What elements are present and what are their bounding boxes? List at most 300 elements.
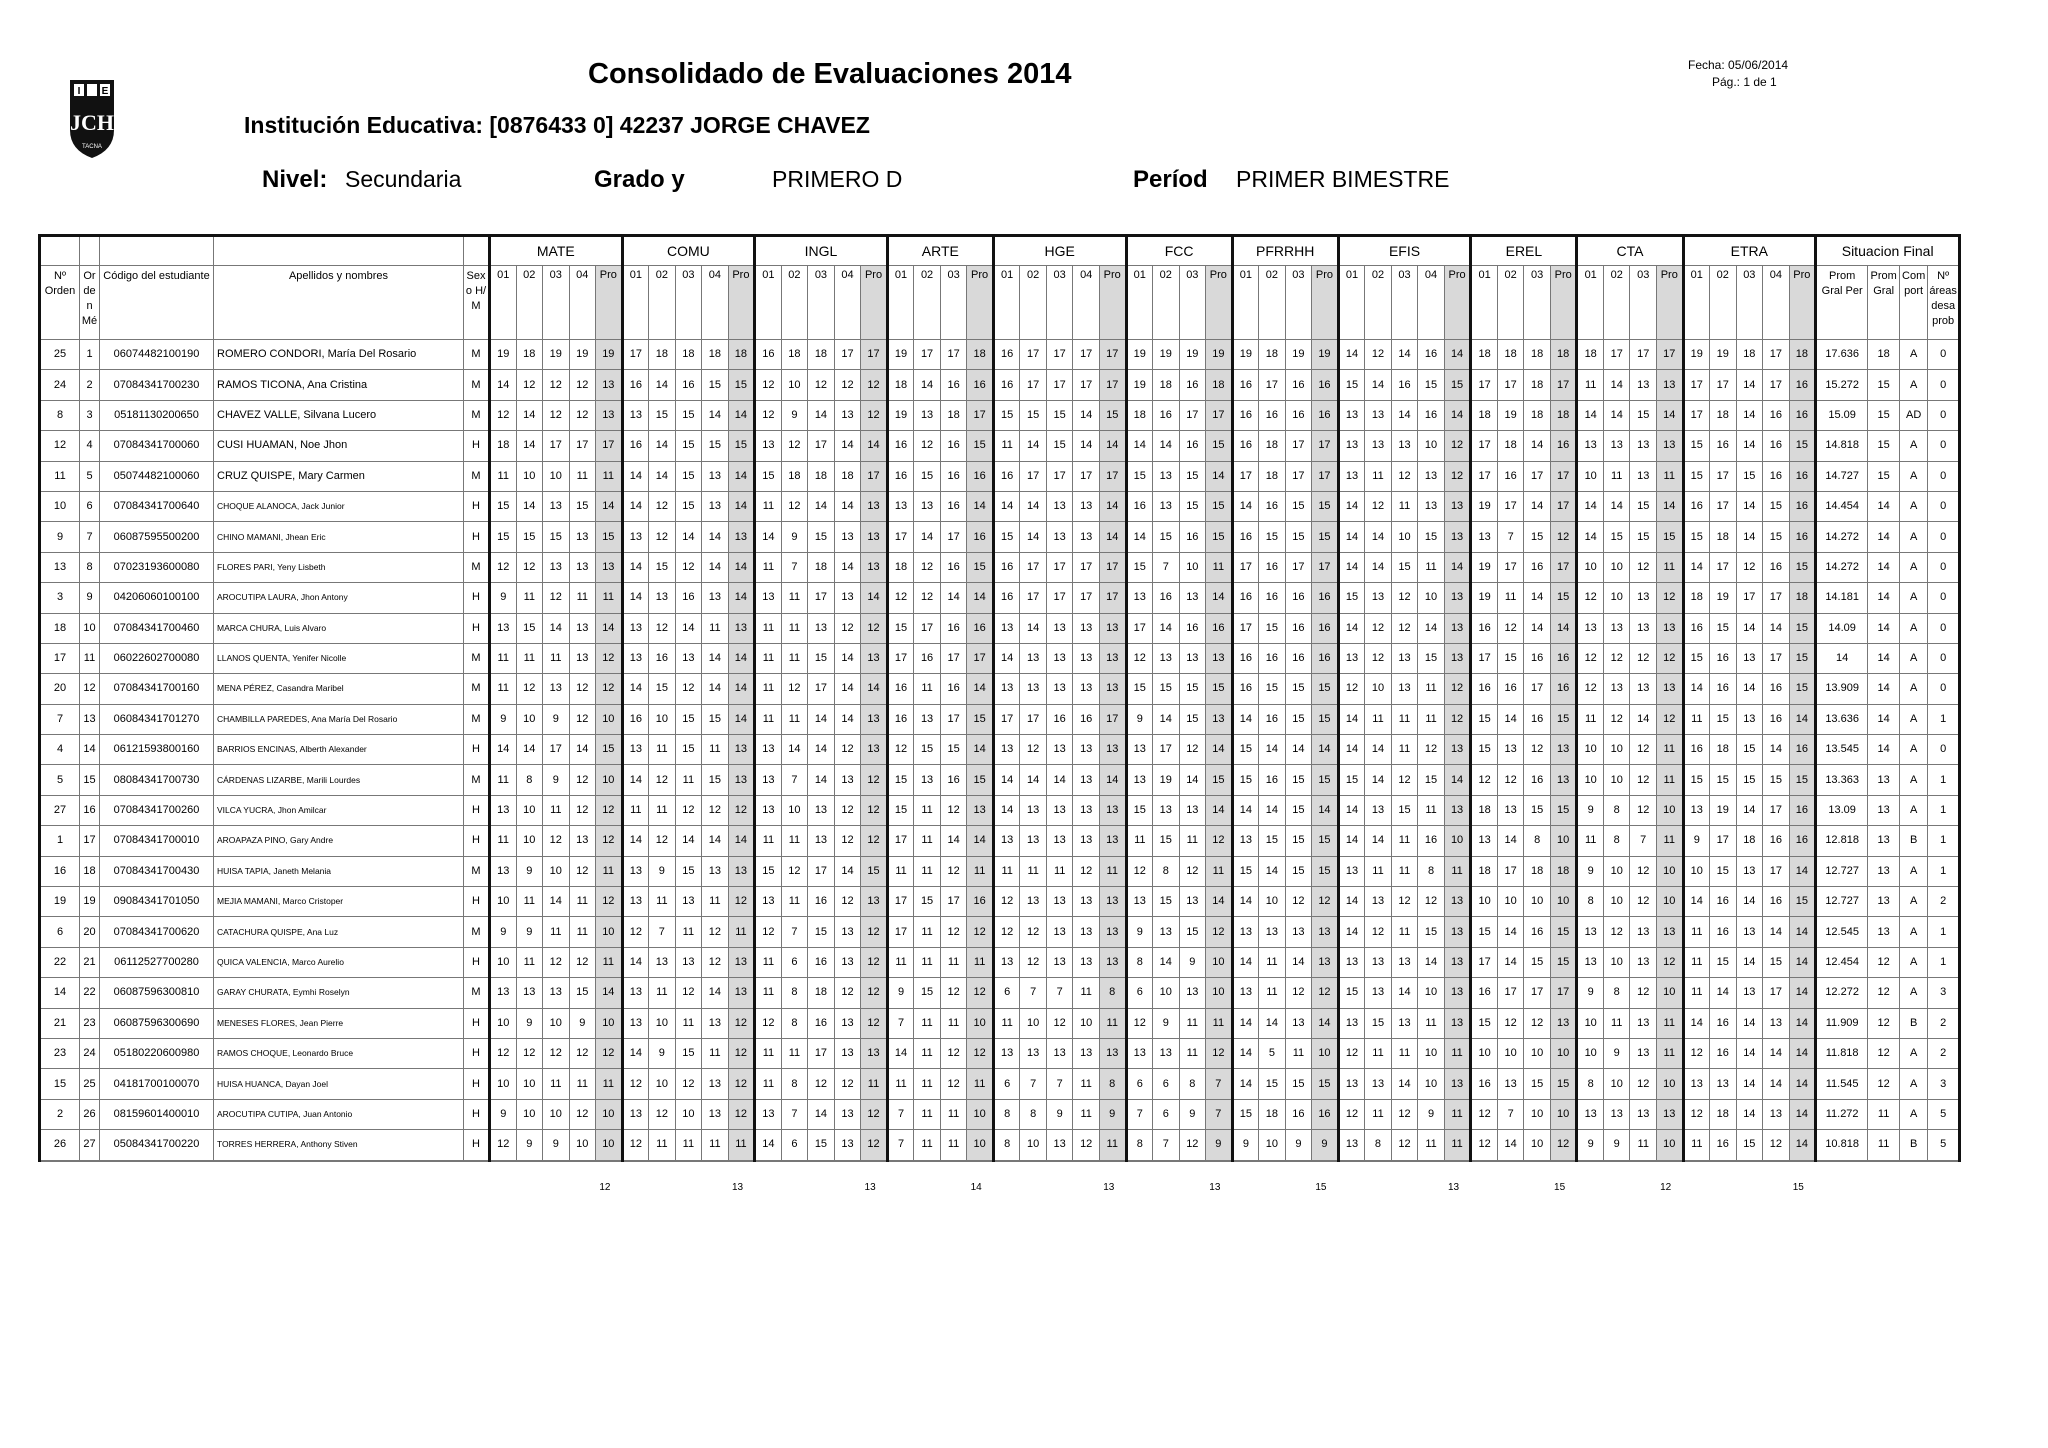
col-header-etra-pro: Pro [1789, 266, 1816, 340]
cell-grade-fcc-01: 13 [1126, 735, 1153, 765]
cell-grade-comu-pro: 14 [728, 400, 755, 430]
cell-grade-comu-01: 14 [622, 583, 649, 613]
cell-grade-etra-04: 16 [1763, 461, 1790, 491]
cell-grade-ingl-03: 15 [808, 1130, 835, 1161]
cell-grade-hge-04: 13 [1073, 674, 1100, 704]
cell-grade-mate-02: 11 [516, 887, 543, 917]
cell-grade-comu-03: 13 [675, 643, 702, 673]
cell-grade-comu-04: 12 [702, 917, 729, 947]
cell-final-2: A [1900, 856, 1928, 886]
cell-grade-ingl-03: 15 [808, 522, 835, 552]
cell-grade-ingl-pro: 17 [861, 461, 888, 491]
cell-final-2: A [1900, 674, 1928, 704]
cell-grade-hge-04: 10 [1073, 1008, 1100, 1038]
cell-grade-erel-02: 15 [1497, 643, 1524, 673]
cell-grade-arte-03: 16 [940, 431, 967, 461]
cell-grade-erel-02: 18 [1497, 431, 1524, 461]
cell-grade-cta-pro: 12 [1656, 643, 1683, 673]
cell-codigo: 04181700100070 [100, 1069, 214, 1099]
cell-grade-erel-03: 8 [1524, 826, 1551, 856]
cell-sexo: M [464, 765, 490, 795]
cell-grade-hge-02: 17 [1020, 704, 1047, 734]
cell-grade-arte-01: 12 [887, 735, 914, 765]
cell-final-0: 13.09 [1816, 795, 1868, 825]
cell-grade-etra-01: 14 [1683, 674, 1710, 704]
cell-codigo: 07084341700640 [100, 491, 214, 521]
cell-grade-cta-02: 8 [1603, 826, 1630, 856]
col-header-erel-01: 01 [1471, 266, 1498, 340]
cell-final-2: A [1900, 795, 1928, 825]
cell-grade-ingl-02: 6 [781, 1130, 808, 1161]
cell-grade-mate-pro: 14 [596, 613, 623, 643]
col-header-comu-02: 02 [649, 266, 676, 340]
cell-grade-etra-04: 16 [1763, 887, 1790, 917]
cell-orden: 13 [40, 552, 80, 582]
cell-grade-pfrrhh-pro: 17 [1312, 552, 1339, 582]
cell-grade-comu-pro: 14 [728, 643, 755, 673]
cell-grade-fcc-01: 9 [1126, 704, 1153, 734]
cell-grade-comu-01: 14 [622, 674, 649, 704]
cell-grade-hge-04: 13 [1073, 947, 1100, 977]
cell-grade-comu-03: 13 [675, 947, 702, 977]
cell-grade-etra-04: 17 [1763, 795, 1790, 825]
cell-grade-etra-02: 18 [1710, 1099, 1737, 1129]
cell-grade-mate-01: 13 [490, 613, 517, 643]
cell-orden-merito: 21 [80, 947, 100, 977]
col-header-mate-04: 04 [569, 266, 596, 340]
cell-grade-pfrrhh-02: 18 [1259, 340, 1286, 370]
cell-grade-mate-04: 13 [569, 552, 596, 582]
cell-grade-erel-03: 18 [1524, 370, 1551, 400]
cell-student-name: CUSI HUAMAN, Noe Jhon [214, 431, 464, 461]
cell-grade-hge-01: 8 [993, 1130, 1020, 1161]
cell-orden-merito: 22 [80, 978, 100, 1008]
cell-grade-efis-01: 13 [1338, 461, 1365, 491]
cell-grade-erel-03: 15 [1524, 947, 1551, 977]
cell-grade-mate-pro: 13 [596, 370, 623, 400]
cell-grade-pfrrhh-pro: 16 [1312, 613, 1339, 643]
cell-grade-erel-pro: 13 [1550, 735, 1577, 765]
cell-grade-etra-pro: 15 [1789, 887, 1816, 917]
cell-grade-ingl-02: 9 [781, 522, 808, 552]
institution-name: Institución Educativa: [0876433 0] 42237 JORGE CHAVEZ [244, 112, 870, 138]
cell-grade-cta-03: 13 [1630, 917, 1657, 947]
cell-grade-etra-04: 16 [1763, 674, 1790, 704]
subject-average-arte: 14 [970, 1182, 982, 1193]
cell-grade-arte-02: 13 [914, 704, 941, 734]
cell-final-3: 5 [1928, 1130, 1960, 1161]
cell-grade-arte-pro: 15 [967, 704, 994, 734]
cell-grade-mate-pro: 11 [596, 856, 623, 886]
cell-grade-etra-01: 17 [1683, 370, 1710, 400]
cell-grade-comu-01: 14 [622, 826, 649, 856]
cell-grade-cta-pro: 10 [1656, 795, 1683, 825]
cell-grade-erel-01: 19 [1471, 491, 1498, 521]
cell-grade-comu-02: 14 [649, 461, 676, 491]
cell-grade-hge-01: 6 [993, 978, 1020, 1008]
cell-grade-fcc-02: 6 [1153, 1069, 1180, 1099]
cell-grade-etra-01: 18 [1683, 583, 1710, 613]
col-header-comu-pro: Pro [728, 266, 755, 340]
cell-grade-ingl-04: 14 [834, 552, 861, 582]
cell-grade-fcc-03: 13 [1179, 978, 1206, 1008]
cell-grade-pfrrhh-pro: 16 [1312, 583, 1339, 613]
cell-grade-etra-pro: 14 [1789, 856, 1816, 886]
cell-student-name: HUISA TAPIA, Janeth Melania [214, 856, 464, 886]
cell-grade-etra-03: 13 [1736, 978, 1763, 1008]
cell-final-0: 13.545 [1816, 735, 1868, 765]
cell-codigo: 07084341700620 [100, 917, 214, 947]
cell-grade-pfrrhh-03: 15 [1285, 522, 1312, 552]
cell-grade-efis-02: 14 [1365, 826, 1392, 856]
cell-sexo: M [464, 400, 490, 430]
col-header-fcc-03: 03 [1179, 266, 1206, 340]
cell-grade-fcc-pro: 11 [1206, 856, 1233, 886]
cell-final-1: 14 [1868, 674, 1900, 704]
cell-grade-etra-01: 14 [1683, 552, 1710, 582]
cell-grade-mate-pro: 11 [596, 461, 623, 491]
cell-grade-comu-pro: 15 [728, 370, 755, 400]
cell-grade-fcc-01: 13 [1126, 887, 1153, 917]
cell-final-0: 12.727 [1816, 887, 1868, 917]
cell-grade-fcc-02: 9 [1153, 1008, 1180, 1038]
cell-grade-hge-pro: 13 [1099, 947, 1126, 977]
cell-grade-etra-04: 14 [1763, 917, 1790, 947]
cell-final-1: 15 [1868, 461, 1900, 491]
cell-grade-cta-pro: 12 [1656, 947, 1683, 977]
cell-grade-comu-02: 14 [649, 370, 676, 400]
cell-grade-comu-pro: 13 [728, 947, 755, 977]
cell-final-1: 18 [1868, 340, 1900, 370]
student-row [40, 613, 1960, 643]
cell-grade-hge-03: 13 [1046, 1130, 1073, 1161]
cell-grade-arte-03: 11 [940, 1099, 967, 1129]
cell-grade-mate-03: 19 [543, 340, 570, 370]
cell-grade-erel-pro: 15 [1550, 583, 1577, 613]
cell-grade-arte-03: 16 [940, 552, 967, 582]
cell-grade-comu-02: 11 [649, 1130, 676, 1161]
cell-grade-ingl-02: 11 [781, 887, 808, 917]
cell-final-2: A [1900, 947, 1928, 977]
cell-grade-mate-02: 13 [516, 978, 543, 1008]
report-date: Fecha: 05/06/2014 [1688, 58, 1789, 72]
cell-orden: 23 [40, 1038, 80, 1068]
cell-grade-erel-pro: 13 [1550, 765, 1577, 795]
cell-grade-pfrrhh-03: 15 [1285, 765, 1312, 795]
cell-grade-mate-03: 14 [543, 613, 570, 643]
cell-grade-comu-01: 11 [622, 795, 649, 825]
cell-grade-fcc-pro: 14 [1206, 583, 1233, 613]
cell-grade-comu-02: 12 [649, 765, 676, 795]
cell-grade-hge-03: 13 [1046, 795, 1073, 825]
cell-student-name: RAMOS TICONA, Ana Cristina [214, 370, 464, 400]
cell-grade-ingl-pro: 12 [861, 947, 888, 977]
cell-grade-etra-02: 16 [1710, 1038, 1737, 1068]
cell-codigo: 06112527700280 [100, 947, 214, 977]
cell-grade-pfrrhh-pro: 17 [1312, 431, 1339, 461]
cell-grade-comu-04: 14 [702, 552, 729, 582]
cell-grade-hge-01: 16 [993, 461, 1020, 491]
cell-final-1: 15 [1868, 431, 1900, 461]
cell-grade-erel-03: 16 [1524, 552, 1551, 582]
cell-final-2: A [1900, 735, 1928, 765]
cell-grade-efis-04: 10 [1418, 1038, 1445, 1068]
cell-grade-comu-pro: 13 [728, 765, 755, 795]
cell-grade-pfrrhh-03: 15 [1285, 826, 1312, 856]
cell-grade-comu-04: 11 [702, 1130, 729, 1161]
cell-grade-mate-01: 10 [490, 1008, 517, 1038]
cell-grade-ingl-02: 6 [781, 947, 808, 977]
cell-grade-comu-01: 13 [622, 978, 649, 1008]
col-header-ingl-03: 03 [808, 266, 835, 340]
cell-grade-erel-03: 16 [1524, 704, 1551, 734]
cell-grade-fcc-pro: 15 [1206, 491, 1233, 521]
cell-student-name: HUISA HUANCA, Dayan Joel [214, 1069, 464, 1099]
cell-grade-efis-01: 14 [1338, 491, 1365, 521]
cell-grade-pfrrhh-03: 9 [1285, 1130, 1312, 1161]
cell-grade-mate-03: 13 [543, 978, 570, 1008]
cell-grade-hge-04: 13 [1073, 613, 1100, 643]
cell-grade-pfrrhh-pro: 15 [1312, 765, 1339, 795]
cell-grade-pfrrhh-01: 16 [1232, 583, 1259, 613]
cell-grade-pfrrhh-pro: 17 [1312, 461, 1339, 491]
cell-grade-pfrrhh-pro: 15 [1312, 674, 1339, 704]
cell-grade-arte-02: 15 [914, 735, 941, 765]
cell-grade-ingl-04: 12 [834, 978, 861, 1008]
cell-grade-hge-03: 15 [1046, 431, 1073, 461]
cell-grade-cta-pro: 12 [1656, 583, 1683, 613]
cell-grade-arte-pro: 15 [967, 765, 994, 795]
cell-grade-ingl-01: 13 [755, 887, 782, 917]
col-header-cta-03: 03 [1630, 266, 1657, 340]
cell-grade-arte-03: 11 [940, 1130, 967, 1161]
cell-grade-efis-01: 15 [1338, 978, 1365, 1008]
cell-grade-efis-03: 11 [1391, 917, 1418, 947]
cell-grade-fcc-01: 16 [1126, 491, 1153, 521]
cell-grade-comu-03: 12 [675, 978, 702, 1008]
cell-grade-ingl-03: 17 [808, 583, 835, 613]
cell-grade-arte-03: 18 [940, 400, 967, 430]
col-header-final-3: Nº áreas desa prob [1928, 266, 1960, 340]
cell-grade-efis-04: 15 [1418, 917, 1445, 947]
cell-grade-ingl-04: 13 [834, 1130, 861, 1161]
cell-grade-erel-02: 16 [1497, 461, 1524, 491]
cell-grade-efis-02: 13 [1365, 400, 1392, 430]
cell-grade-efis-01: 14 [1338, 340, 1365, 370]
cell-student-name: RAMOS CHOQUE, Leonardo Bruce [214, 1038, 464, 1068]
cell-grade-ingl-04: 13 [834, 583, 861, 613]
cell-grade-erel-02: 13 [1497, 795, 1524, 825]
cell-grade-fcc-03: 12 [1179, 735, 1206, 765]
cell-grade-hge-03: 13 [1046, 735, 1073, 765]
cell-grade-hge-pro: 13 [1099, 613, 1126, 643]
cell-grade-comu-01: 13 [622, 887, 649, 917]
subject-average-erel: 15 [1554, 1182, 1566, 1193]
cell-grade-mate-pro: 11 [596, 1069, 623, 1099]
cell-grade-ingl-01: 11 [755, 1069, 782, 1099]
cell-grade-pfrrhh-01: 14 [1232, 795, 1259, 825]
cell-grade-comu-04: 14 [702, 643, 729, 673]
cell-grade-mate-01: 11 [490, 674, 517, 704]
cell-grade-erel-03: 14 [1524, 583, 1551, 613]
subject-header-hge: HGE [993, 236, 1126, 266]
cell-grade-fcc-pro: 10 [1206, 947, 1233, 977]
cell-grade-pfrrhh-03: 15 [1285, 491, 1312, 521]
cell-grade-mate-03: 9 [543, 704, 570, 734]
cell-grade-cta-03: 12 [1630, 856, 1657, 886]
cell-grade-efis-pro: 13 [1444, 583, 1471, 613]
cell-grade-erel-01: 10 [1471, 1038, 1498, 1068]
cell-grade-etra-04: 17 [1763, 340, 1790, 370]
cell-grade-efis-03: 14 [1391, 340, 1418, 370]
student-row [40, 1069, 1960, 1099]
cell-grade-comu-01: 13 [622, 856, 649, 886]
cell-grade-ingl-03: 18 [808, 978, 835, 1008]
subject-average-hge: 13 [1103, 1182, 1115, 1193]
cell-codigo: 06022602700080 [100, 643, 214, 673]
cell-grade-erel-pro: 15 [1550, 917, 1577, 947]
cell-grade-efis-pro: 13 [1444, 887, 1471, 917]
cell-grade-cta-03: 13 [1630, 1008, 1657, 1038]
cell-grade-arte-02: 11 [914, 1099, 941, 1129]
col-header-efis-pro: Pro [1444, 266, 1471, 340]
cell-grade-efis-04: 15 [1418, 522, 1445, 552]
col-header-fcc-02: 02 [1153, 266, 1180, 340]
cell-grade-efis-01: 12 [1338, 1038, 1365, 1068]
cell-grade-cta-03: 15 [1630, 400, 1657, 430]
cell-grade-hge-01: 11 [993, 431, 1020, 461]
cell-grade-fcc-02: 8 [1153, 856, 1180, 886]
cell-final-3: 0 [1928, 643, 1960, 673]
cell-grade-arte-02: 12 [914, 583, 941, 613]
cell-grade-efis-pro: 12 [1444, 431, 1471, 461]
cell-grade-hge-pro: 11 [1099, 856, 1126, 886]
cell-grade-cta-02: 14 [1603, 400, 1630, 430]
cell-grade-comu-04: 13 [702, 461, 729, 491]
cell-grade-arte-03: 11 [940, 1008, 967, 1038]
grado-value: PRIMERO D [772, 166, 903, 192]
cell-grade-cta-pro: 11 [1656, 552, 1683, 582]
subject-average-fcc: 13 [1209, 1182, 1221, 1193]
cell-grade-mate-pro: 13 [596, 400, 623, 430]
cell-grade-cta-03: 15 [1630, 522, 1657, 552]
cell-grade-hge-02: 15 [1020, 400, 1047, 430]
cell-grade-efis-01: 12 [1338, 1099, 1365, 1129]
cell-grade-erel-03: 16 [1524, 917, 1551, 947]
cell-grade-pfrrhh-pro: 10 [1312, 1038, 1339, 1068]
col-header-mate-pro: Pro [596, 266, 623, 340]
student-row [40, 704, 1960, 734]
cell-grade-ingl-02: 11 [781, 826, 808, 856]
cell-grade-etra-01: 13 [1683, 1069, 1710, 1099]
cell-grade-pfrrhh-03: 14 [1285, 947, 1312, 977]
cell-grade-cta-02: 17 [1603, 340, 1630, 370]
cell-grade-fcc-03: 9 [1179, 1099, 1206, 1129]
cell-grade-arte-pro: 16 [967, 887, 994, 917]
cell-grade-etra-04: 15 [1763, 765, 1790, 795]
cell-grade-etra-03: 15 [1736, 765, 1763, 795]
cell-grade-erel-03: 12 [1524, 735, 1551, 765]
cell-grade-cta-03: 12 [1630, 978, 1657, 1008]
cell-grade-cta-pro: 10 [1656, 887, 1683, 917]
cell-grade-erel-pro: 15 [1550, 947, 1577, 977]
cell-grade-fcc-pro: 9 [1206, 1130, 1233, 1161]
student-row [40, 522, 1960, 552]
cell-grade-etra-01: 15 [1683, 431, 1710, 461]
cell-final-1: 13 [1868, 917, 1900, 947]
cell-sexo: M [464, 552, 490, 582]
cell-grade-comu-pro: 12 [728, 1069, 755, 1099]
cell-grade-pfrrhh-02: 16 [1259, 491, 1286, 521]
cell-grade-fcc-01: 12 [1126, 1008, 1153, 1038]
cell-grade-etra-04: 16 [1763, 704, 1790, 734]
cell-grade-erel-pro: 10 [1550, 1038, 1577, 1068]
cell-grade-etra-03: 14 [1736, 370, 1763, 400]
cell-orden-merito: 19 [80, 887, 100, 917]
subject-average-ingl: 13 [864, 1182, 876, 1193]
cell-grade-etra-04: 16 [1763, 400, 1790, 430]
cell-final-0: 14 [1816, 643, 1868, 673]
cell-grade-erel-01: 16 [1471, 1069, 1498, 1099]
cell-grade-comu-04: 14 [702, 674, 729, 704]
cell-grade-efis-pro: 13 [1444, 613, 1471, 643]
cell-orden-merito: 6 [80, 491, 100, 521]
cell-grade-comu-02: 15 [649, 400, 676, 430]
cell-grade-pfrrhh-01: 16 [1232, 370, 1259, 400]
cell-grade-ingl-01: 14 [755, 522, 782, 552]
cell-grade-mate-03: 12 [543, 826, 570, 856]
cell-grade-cta-01: 9 [1577, 795, 1604, 825]
cell-grade-cta-pro: 12 [1656, 704, 1683, 734]
cell-grade-etra-02: 13 [1710, 1069, 1737, 1099]
cell-grade-comu-pro: 14 [728, 491, 755, 521]
cell-grade-mate-01: 9 [490, 583, 517, 613]
cell-grade-etra-03: 15 [1736, 461, 1763, 491]
cell-student-name: MENA PÉREZ, Casandra Maribel [214, 674, 464, 704]
cell-grade-mate-02: 10 [516, 461, 543, 491]
cell-grade-mate-pro: 10 [596, 704, 623, 734]
cell-grade-erel-03: 17 [1524, 674, 1551, 704]
cell-grade-ingl-01: 11 [755, 826, 782, 856]
cell-grade-etra-04: 17 [1763, 856, 1790, 886]
cell-grade-mate-03: 13 [543, 491, 570, 521]
cell-final-0: 14.09 [1816, 613, 1868, 643]
cell-grade-mate-02: 10 [516, 826, 543, 856]
cell-grade-mate-pro: 12 [596, 887, 623, 917]
cell-final-2: A [1900, 340, 1928, 370]
cell-grade-erel-02: 17 [1497, 491, 1524, 521]
cell-grade-arte-03: 17 [940, 887, 967, 917]
cell-final-1: 13 [1868, 856, 1900, 886]
cell-grade-arte-02: 11 [914, 1130, 941, 1161]
cell-orden: 12 [40, 431, 80, 461]
cell-grade-etra-01: 15 [1683, 643, 1710, 673]
cell-grade-erel-01: 15 [1471, 1008, 1498, 1038]
cell-final-1: 13 [1868, 765, 1900, 795]
cell-grade-mate-03: 11 [543, 643, 570, 673]
cell-orden-merito: 4 [80, 431, 100, 461]
cell-grade-efis-03: 11 [1391, 491, 1418, 521]
cell-grade-cta-pro: 13 [1656, 674, 1683, 704]
cell-grade-mate-01: 11 [490, 643, 517, 673]
cell-grade-hge-01: 15 [993, 522, 1020, 552]
cell-grade-hge-01: 12 [993, 917, 1020, 947]
cell-grade-hge-pro: 8 [1099, 1069, 1126, 1099]
subject-header-etra: ETRA [1683, 236, 1816, 266]
cell-grade-hge-02: 14 [1020, 765, 1047, 795]
cell-grade-mate-01: 11 [490, 765, 517, 795]
cell-codigo: 07084341700160 [100, 674, 214, 704]
